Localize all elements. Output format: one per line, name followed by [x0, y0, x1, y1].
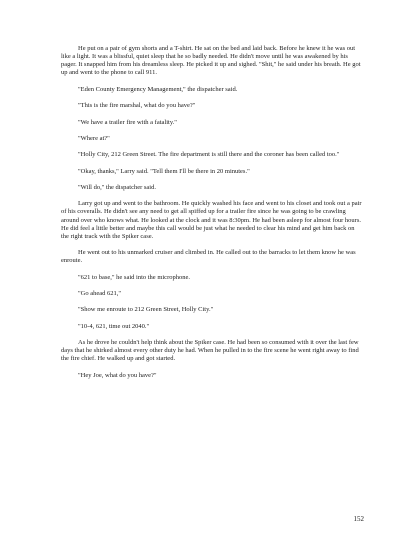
paragraph: "Eden County Emergency Management," the dispatcher said.	[78, 85, 238, 93]
paragraph: "Hey Joe, what do you have?"	[78, 371, 157, 379]
paragraph: He went out to his unmarked cruiser and climbed in. He called out to the barracks to let them know he was enroute.	[61, 249, 356, 265]
paragraph: As he drove he couldn't help think about the Spiker case. He had been so consumed with it over the last few days that he shirked almost every other duty he had. When he pulled in to the fire scene he went right away to find the fire chief. He walked up and got started.	[61, 339, 359, 363]
paragraph: "Go ahead 621,"	[78, 290, 122, 298]
page-number: 152	[353, 515, 364, 523]
paragraph: "This is the fire marshal, what do you have?"	[78, 102, 196, 110]
paragraph: "10-4, 621, time out 2040."	[78, 322, 150, 330]
paragraph: "We have a trailer fire with a fatality."	[78, 118, 177, 126]
body-text	[61, 45, 363, 380]
paragraph: "Okay, thanks," Larry said. "Tell them I'll be there in 20 minutes."	[78, 167, 250, 175]
paragraph: "Where at?"	[78, 134, 110, 142]
paragraph: "621 to base," he said into the microphone.	[78, 273, 190, 281]
paragraph: "Show me enroute to 212 Green Street, Holly City."	[78, 306, 214, 314]
paragraph: Larry got up and went to the bathroom. He quickly washed his face and went to his closet and took out a pair of his coveralls. He didn't see any need to get all spiffed up for a trailer fire since he was going to be crawling around over who knows what. He looked at the clock and it was 8:30pm. He had been asleep for almost four hours. He did feel a little better and maybe this call would be just what he needed to clear his mind and get him back on the right track with the Spiker case.	[61, 200, 362, 240]
paragraph: "Holly City, 212 Green Street. The fire department is still there and the coroner has been called too."	[78, 151, 340, 159]
paragraph: He put on a pair of gym shorts and a T-shirt. He sat on the bed and laid back. Before he knew it he was out like a light. It was a blissful, quiet sleep that he so badly needed. He didn't move until he was awakened by his pager. It snapped him from his dreamless sleep. He picked it up and sighed. "Shit," he said under his breath. He got up and went to the phone to call 911.	[61, 45, 361, 77]
paragraph: "Will do," the dispatcher said.	[78, 183, 156, 191]
